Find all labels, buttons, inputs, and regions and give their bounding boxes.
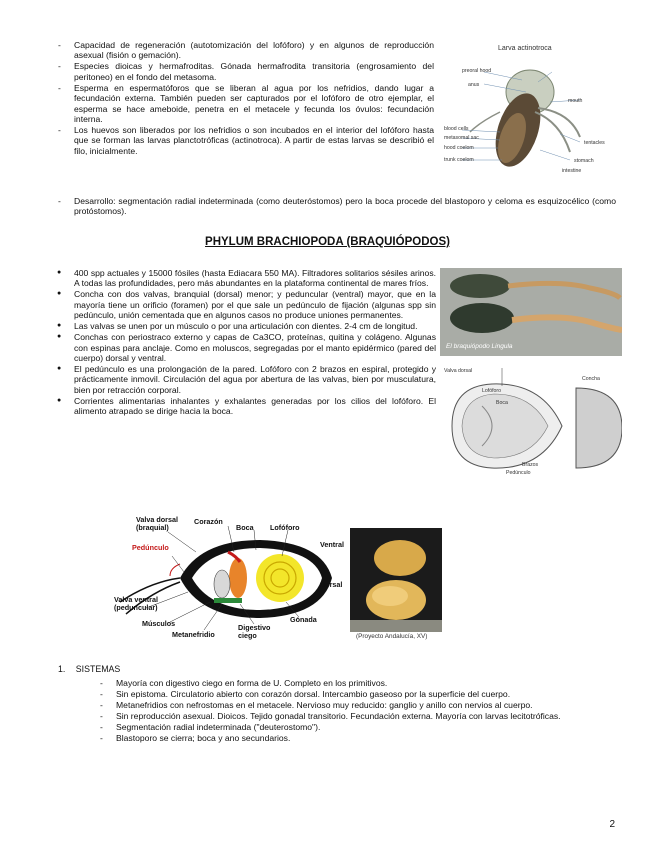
dorsal-label: Dorsal: [320, 580, 343, 589]
brachio-list: [56, 268, 436, 417]
list-item: - Esperma en espermatóforos que se liberan al agua por los nefridios, dando lugar a fecundación externa. También pueden ser capturados por el lofóforo de otro ejemplar, el esperma se hace ameboide, penetra en el metacele y fecunda los óvulos: fecundación interna.: [56, 83, 434, 125]
photo-credit: (Proyecto Andalucía, XV): [356, 633, 428, 640]
diagram-label-lofoforo: Lofóforo: [270, 523, 300, 532]
list-item: - Sin epistoma. Circulatorio abierto con corazón dorsal. Intercambio gaseoso por la superficie del cuerpo.: [98, 689, 616, 699]
list-item: - Capacidad de regeneración (autotomización del lofóforo) y en algunos de reproducción asexual (fisión o gemación).: [56, 40, 434, 61]
list-item: - Especies dioicas y hermafroditas. Gónada hermafrodita transitoria (engrosamiento del peritoneo) en el fondo del metasoma.: [56, 61, 434, 82]
larva-actinotroca-figure: [440, 42, 620, 190]
diagram-label-valva-ventral: Valva ventral (peduncular): [114, 595, 158, 612]
diagram-label-corazon: Corazón: [194, 517, 223, 526]
top-list: [56, 40, 434, 157]
ventral-label: Ventral: [320, 540, 344, 549]
larva-label: anus: [468, 82, 480, 88]
diagram-label-valva-dorsal: Valva dorsal (braquial): [136, 515, 178, 532]
shell-label: Pedúnculo: [506, 470, 531, 476]
larva-label: mouth: [568, 98, 583, 104]
diagram-label-musculos: Músculos: [142, 619, 176, 628]
list-item: ● Concha con dos valvas, branquial (dorsal) menor; y peduncular (ventral) mayor, que en la mayoría tiene un orificio (foramen) por el que sale un pedúnculo de fijación (algunas spp sin pedúnculo, unión cementada que en algunos casos no produce uniones permanentes.: [56, 289, 436, 320]
shell-label: Valva dorsal: [444, 368, 473, 374]
list-item: ● Corrientes alimentarias inhalantes y exhalantes generadas por los cilios del lofóforo. El alimento atrapado se dirige hacia la boca.: [56, 396, 436, 417]
diagram-label-gonada: Gónada: [290, 615, 317, 624]
larva-label: intestine: [562, 168, 582, 174]
list-item: - Mayoría con digestivo ciego en forma de U. Completo en los primitivos.: [98, 678, 616, 688]
lingula-caption: El braquiópodo Lingula: [446, 343, 513, 350]
list-item: - Los huevos son liberados por los nefridios o son incubados en el interior del lofóforo hasta que se forman las larvas planctotróficas (actinotroca). A partir de estas larvas se describió el filo, inicialmente.: [56, 125, 434, 156]
list-item: ● 400 spp actuales y 15000 fósiles (hasta Ediacara 550 MA). Filtradores solitarios sésiles arinos. A todas las profundidades, pero más abundantes en la plataforma continental de mares fríos.: [56, 268, 436, 289]
diagram-label-digestivo: Digestivo ciego: [238, 623, 271, 640]
larva-drawing: [440, 42, 620, 190]
shell-label: Brazos: [522, 462, 539, 468]
larva-title: Larva actinotroca: [498, 45, 552, 52]
larva-label: tentacles: [584, 140, 605, 146]
page-number: 2: [609, 818, 615, 830]
shell-label: Concha: [582, 376, 600, 382]
sistemas-number: 1.: [58, 664, 66, 674]
list-item: ● Las valvas se unen por un músculo o por una articulación con dientes. 2-4 cm de longitud.: [56, 321, 436, 331]
desarrollo-text: - Desarrollo: segmentación radial indeterminada (como deuteróstomos) pero la boca procede del blastoporo y celoma es esquizocélico (como protóstomos).: [56, 196, 616, 217]
larva-label: metasomal sac: [444, 135, 479, 141]
list-item: ● Conchas con periostraco externo y capas de Ca3CO, proteínas, quitina y colágeno. Algunas con espinas para anclaje. Como en moluscos, segregadas por el manto epidérmico (pared del cuerpo) dorsal y ventral.: [56, 332, 436, 363]
list-item: - Sin reproducción asexual. Dioicos. Tejido gonadal transitorio. Fecundación externa. Mayoría con larvas lecitotróficas.: [98, 711, 616, 721]
shell-drawing: [442, 366, 622, 486]
shell-label: Boca: [496, 400, 508, 406]
diagram-label-boca: Boca: [236, 523, 254, 532]
sistemas-heading: [58, 664, 120, 674]
photo-drawing: [350, 528, 442, 632]
ventral-dorsal-photo: [350, 528, 442, 632]
larva-label: preoral hood: [462, 68, 492, 74]
section-title: PHYLUM BRACHIOPODA (BRAQUIÓPODOS): [205, 236, 450, 248]
larva-label: hood coelom: [444, 145, 474, 151]
list-item: - Blastoporo se cierra; boca y ano secundarios.: [98, 733, 616, 743]
list-item: - Metanefridios con nefrostomas en el metacele. Nervioso muy reducido: ganglio y anillo con nervios al cuerpo.: [98, 700, 616, 710]
shell-label: Lofóforo: [482, 388, 502, 394]
desarrollo-list: [56, 196, 616, 217]
list-item: - Segmentación radial indeterminada ("deuterostomo").: [98, 722, 616, 732]
anatomy-diagram: [110, 512, 346, 642]
larva-label: stomach: [574, 158, 594, 164]
diagram-label-metanefridio: Metanefridio: [172, 630, 215, 639]
list-item: ● El pedúnculo es una prolongación de la pared. Lofóforo con 2 brazos en espiral, protegido y prácticamente inmovil. Circulación del agua por abertura de las valvas, bien por musculatura, bien por retracción corporal.: [56, 364, 436, 395]
larva-label: blood cells: [444, 126, 469, 132]
larva-label: trunk coelom: [444, 157, 474, 163]
shell-diagram: [442, 366, 622, 486]
lingula-photo: [440, 268, 622, 356]
sistemas-list: [98, 678, 616, 744]
diagram-label-pedunculo: Pedúnculo: [132, 543, 169, 552]
sistemas-title: SISTEMAS: [75, 664, 121, 674]
